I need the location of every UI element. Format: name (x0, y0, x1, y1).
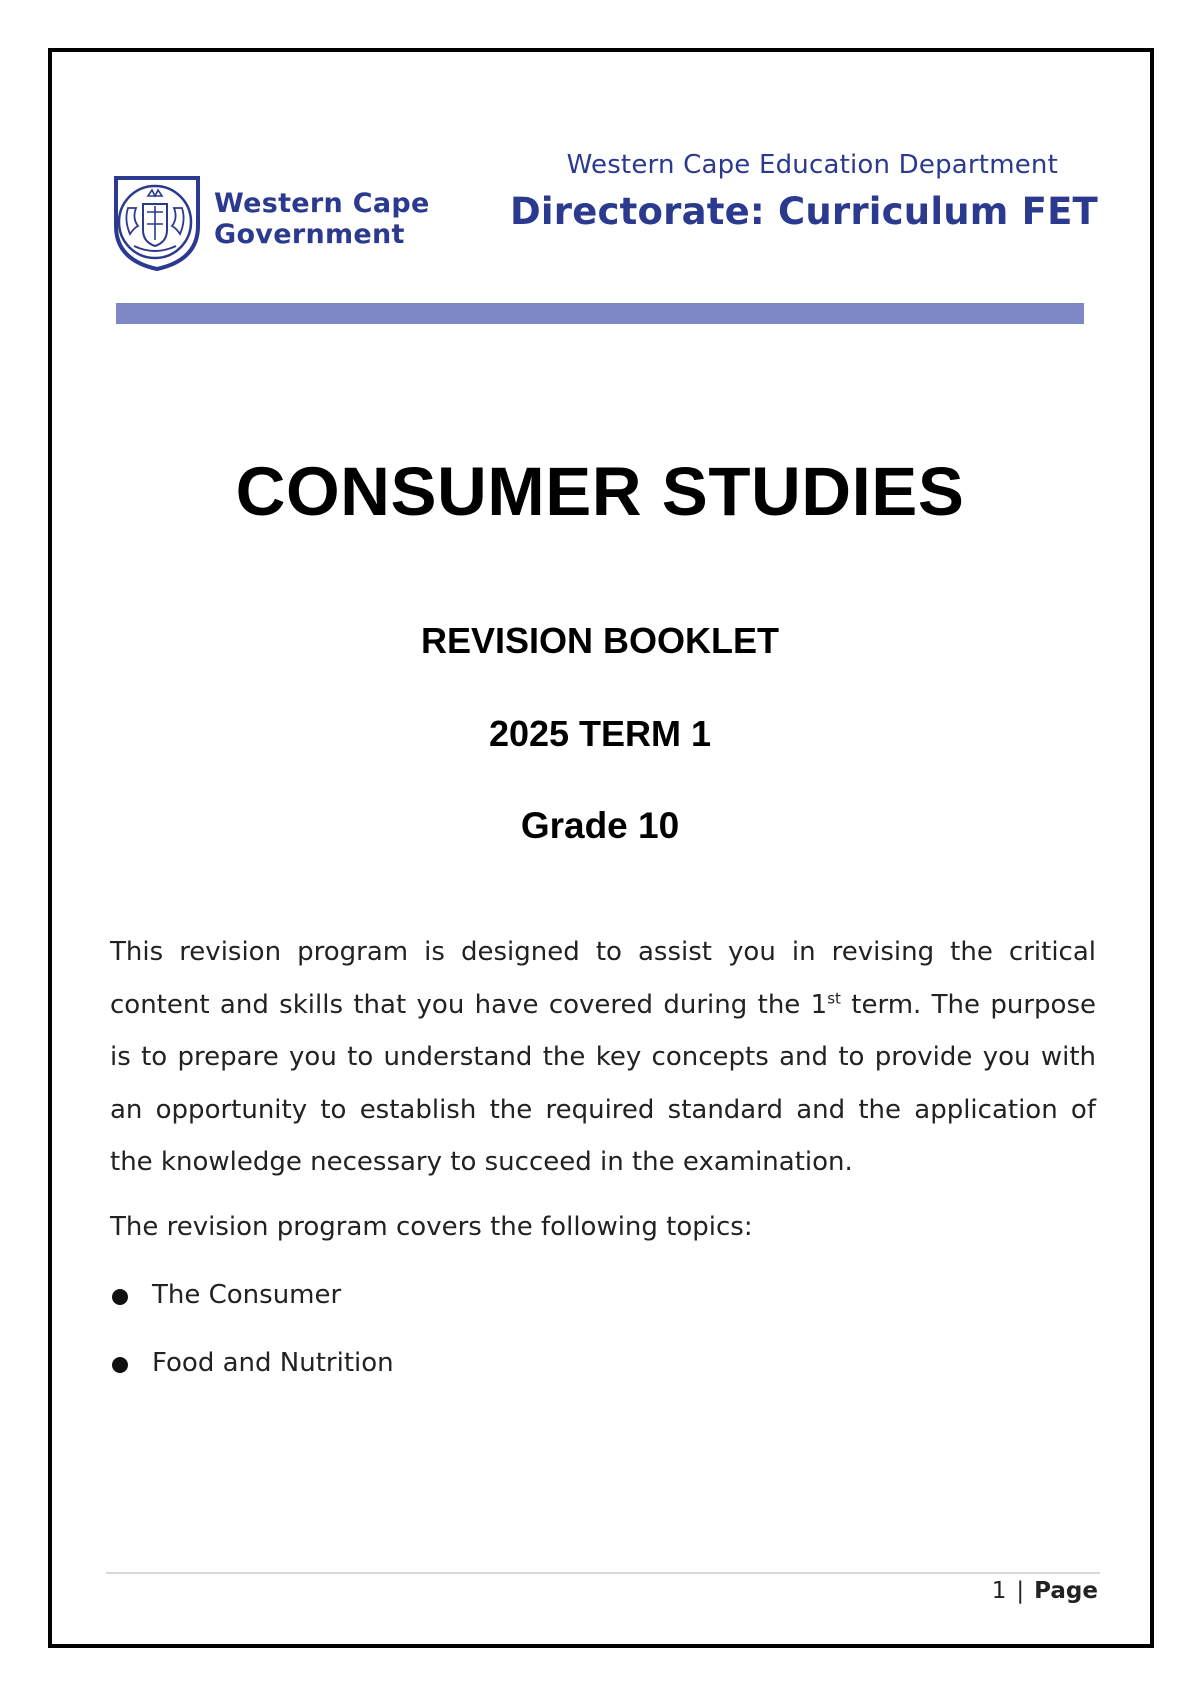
footer-rule (106, 1572, 1100, 1574)
intro-text-part-2: term. The purpose is to prepare you to understand the key concepts and to provide you with an opportunity to establish the required standard and the application of the knowledge necessary to succeed in the examination. (110, 989, 1096, 1177)
document-title: CONSUMER STUDIES (235, 453, 965, 530)
list-item (110, 1348, 394, 1416)
bullet-icon (112, 1289, 128, 1305)
logo-line-2: Government (214, 219, 405, 250)
department-name: Western Cape Education Department (566, 150, 1058, 180)
logo-text (214, 188, 430, 250)
page-footer (992, 1578, 1098, 1604)
header-rule (116, 303, 1084, 324)
list-item (110, 1280, 394, 1348)
topic-list (110, 1280, 394, 1416)
topics-intro: The revision program covers the following topics: (110, 1212, 753, 1242)
directorate-title: Directorate: Curriculum FET (509, 190, 1098, 233)
coat-of-arms-icon (110, 174, 204, 272)
page-label: Page (1034, 1578, 1098, 1604)
topic-label: Food and Nutrition (152, 1348, 394, 1378)
page-number: 1 (991, 1578, 1007, 1604)
term-subtitle: 2025 TERM 1 (488, 713, 712, 754)
ordinal-suffix: st (827, 988, 841, 1007)
grade-subtitle: Grade 10 (520, 805, 680, 846)
intro-paragraph (110, 926, 1096, 1189)
topic-label: The Consumer (152, 1280, 342, 1310)
footer-separator: | (1016, 1578, 1025, 1604)
bullet-icon (112, 1357, 128, 1373)
logo-line-1: Western Cape (214, 188, 430, 219)
western-cape-government-logo (110, 174, 440, 274)
intro-text-part-1: This revision program is designed to assist you in revising the critical content and skills that you have covered during the 1 (110, 937, 1096, 1020)
booklet-subtitle: REVISION BOOKLET (420, 620, 780, 661)
